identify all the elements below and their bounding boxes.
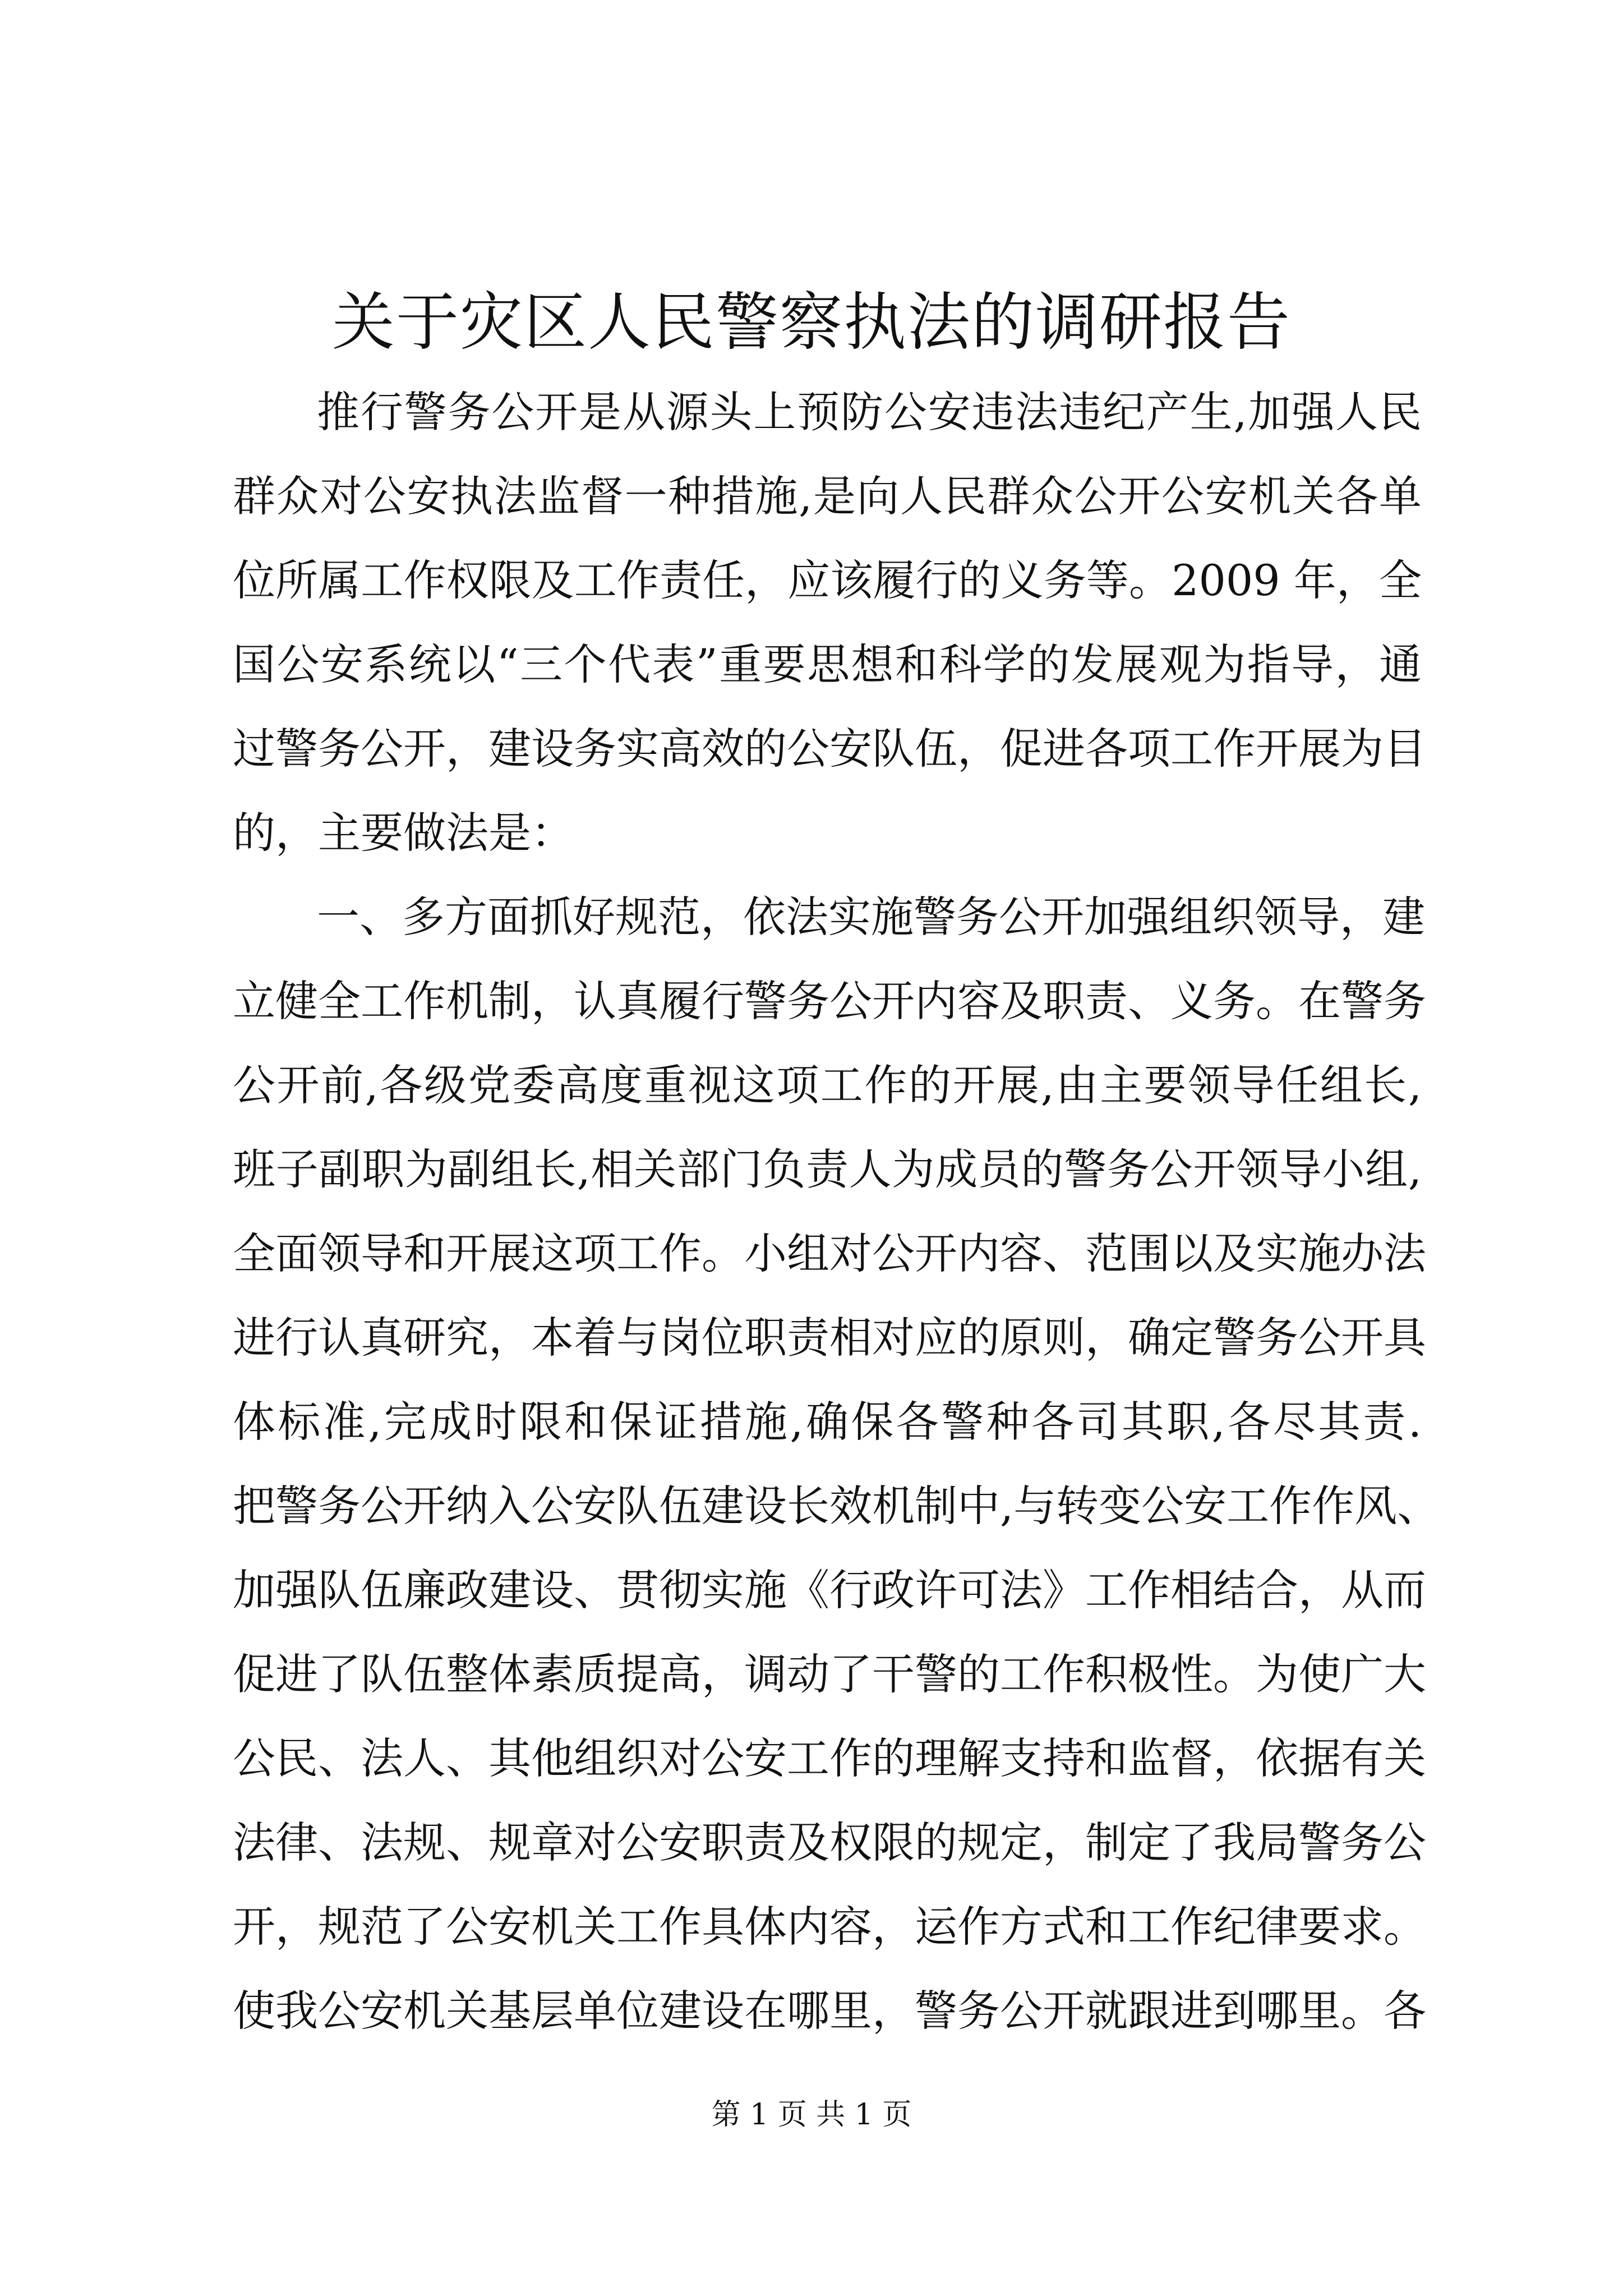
paragraph-line: 进行认真研究，本着与岗位职责相对应的原则，确定警务公开具 bbox=[233, 1313, 1426, 1363]
paragraph-line: 开，规范了公安机关工作具体内容，运作方式和工作纪律要求。 bbox=[233, 1902, 1426, 1952]
paragraph-line: 使我公安机关基层单位建设在哪里，警务公开就跟进到哪里。各 bbox=[233, 1986, 1426, 2036]
paragraph-line: 公开前,各级党委高度重视这项工作的开展,由主要领导任组长, bbox=[233, 1060, 1422, 1110]
paragraph-line: 立健全工作机制，认真履行警务公开内容及职责、义务。在警务 bbox=[233, 976, 1426, 1026]
page-number-footer: 第 1 页 共 1 页 bbox=[711, 2098, 912, 2132]
paragraph-line: 的，主要做法是： bbox=[233, 808, 574, 858]
paragraph-line: 加强队伍廉政建设、贯彻实施《行政许可法》工作相结合，从而 bbox=[233, 1565, 1426, 1615]
paragraph-line: 促进了队伍整体素质提高，调动了干警的工作积极性。为使广大 bbox=[233, 1649, 1426, 1699]
paragraph-line: 把警务公开纳入公安队伍建设长效机制中,与转变公安工作作风、 bbox=[233, 1481, 1440, 1531]
paragraph-line: 公民、法人、其他组织对公安工作的理解支持和监督，依据有关 bbox=[233, 1733, 1426, 1783]
document-title: 关于灾区人民警察执法的调研报告 bbox=[332, 286, 1291, 359]
paragraph-line: 法律、法规、规章对公安职责及权限的规定，制定了我局警务公 bbox=[233, 1818, 1426, 1867]
paragraph-line: 位所属工作权限及工作责任，应该履行的义务等。2009 年，全 bbox=[233, 555, 1422, 605]
paragraph-line: 推行警务公开是从源头上预防公安违法违纪产生,加强人民 bbox=[317, 387, 1422, 437]
paragraph-line: 群众对公安执法监督一种措施,是向人民群众公开公安机关各单 bbox=[233, 471, 1422, 521]
document-body bbox=[233, 370, 1440, 2053]
paragraph-line: 国公安系统以“三个代表”重要思想和科学的发展观为指导，通 bbox=[233, 639, 1422, 689]
paragraph-line: 全面领导和开展这项工作。小组对公开内容、范围以及实施办法 bbox=[233, 1228, 1426, 1278]
paragraph-line: 体标准,完成时限和保证措施,确保各警种各司其职,各尽其责. bbox=[233, 1397, 1422, 1447]
paragraph-line: 班子副职为副组长,相关部门负责人为成员的警务公开领导小组, bbox=[233, 1144, 1422, 1194]
paragraph-line: 一、多方面抓好规范，依法实施警务公开加强组织领导，建 bbox=[317, 892, 1425, 942]
paragraph-line: 过警务公开，建设务实高效的公安队伍，促进各项工作开展为目 bbox=[233, 724, 1426, 774]
